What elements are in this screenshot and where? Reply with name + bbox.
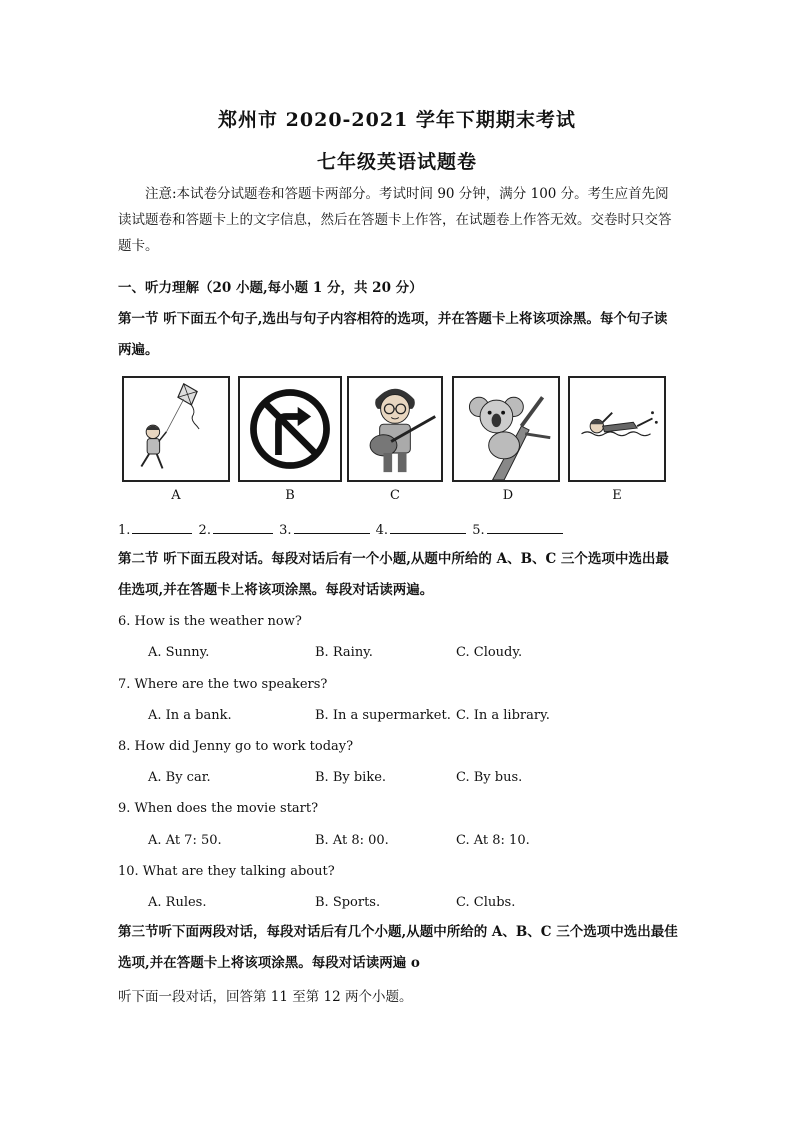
kite-boy-icon	[122, 376, 230, 482]
koala-icon	[452, 376, 560, 482]
blank-number: 3.	[279, 523, 292, 538]
option-a: A. In a bank.	[148, 708, 232, 723]
option-a: A. Rules.	[148, 895, 207, 910]
exam-title: 郑州市 2020-2021 学年下期期末考试	[218, 109, 576, 131]
part2-instructions: 第二节 听下面五段对话。每段对话后有一个小题,从题中所给的 A、B、C 三个选项中选出最佳选项,并在答题卡上将该项涂黑。每段对话读两遍。	[118, 551, 669, 598]
part1-instructions: 第一节 听下面五个句子,选出与句子内容相符的选项，并在答题卡上将该项涂黑。每个句子读两遍。	[118, 311, 668, 358]
question-text: 10. What are they talking about?	[118, 864, 335, 879]
answer-blank-3[interactable]	[294, 518, 370, 534]
option-c: C. Clubs.	[456, 895, 516, 910]
exam-notice: 注意:本试卷分试题卷和答题卡两部分。考试时间 90 分钟，满分 100 分。考生应首先阅读试题卷和答题卡上的文字信息，然后在答题卡上作答，在试题卷上作答无效。交卷时只交答 题卡。	[118, 186, 672, 254]
question-text: 7. Where are the two speakers?	[118, 677, 328, 692]
option-b: B. Sports.	[315, 895, 381, 910]
answer-blank-1[interactable]	[132, 518, 192, 534]
option-c: C. In a library.	[456, 708, 550, 723]
exam-subtitle: 七年级英语试题卷	[316, 151, 477, 173]
option-a: A. At 7: 50.	[148, 833, 222, 848]
picture-row	[122, 376, 678, 506]
option-b: B. Rainy.	[315, 645, 373, 660]
question-text: 8. How did Jenny go to work today?	[118, 739, 354, 754]
part3-instructions: 第三节听下面两段对话，每段对话后有几个小题,从题中所给的 A、B、C 三个选项中选出最佳选项,并在答题卡上将该项涂黑。每段对话读两遍 o	[118, 924, 678, 971]
section-heading-listening: 一、听力理解（20 小题,每小题 1 分，共 20 分）	[118, 280, 423, 296]
guitar-boy-icon	[347, 376, 443, 482]
picture-label: C	[390, 488, 400, 503]
answer-blank-2[interactable]	[213, 518, 273, 534]
blank-number: 2.	[198, 523, 211, 538]
picture-label: A	[171, 488, 181, 503]
option-c: C. By bus.	[456, 770, 523, 785]
blank-number: 1.	[118, 523, 131, 538]
no-right-turn-icon	[238, 376, 342, 482]
listening-note: 听下面一段对话，回答第 11 至第 12 两个小题。	[118, 989, 413, 1005]
option-b: B. In a supermarket.	[315, 708, 451, 723]
swimmer-icon	[568, 376, 666, 482]
question-text: 9. When does the movie start?	[118, 801, 319, 816]
blank-number: 5.	[472, 523, 485, 538]
option-a: A. Sunny.	[148, 645, 210, 660]
blank-number: 4.	[375, 523, 389, 538]
picture-label: D	[502, 488, 514, 503]
option-a: A. By car.	[148, 770, 211, 785]
picture-label: E	[612, 488, 622, 503]
question-text: 6. How is the weather now?	[118, 614, 302, 629]
option-b: B. By bike.	[315, 770, 387, 785]
answer-blanks	[118, 518, 678, 542]
option-b: B. At 8: 00.	[315, 833, 389, 848]
picture-label: B	[285, 488, 295, 503]
option-c: C. Cloudy.	[456, 645, 523, 660]
answer-blank-5[interactable]	[487, 518, 563, 534]
option-c: C. At 8: 10.	[456, 833, 530, 848]
answer-blank-4[interactable]	[390, 518, 466, 534]
